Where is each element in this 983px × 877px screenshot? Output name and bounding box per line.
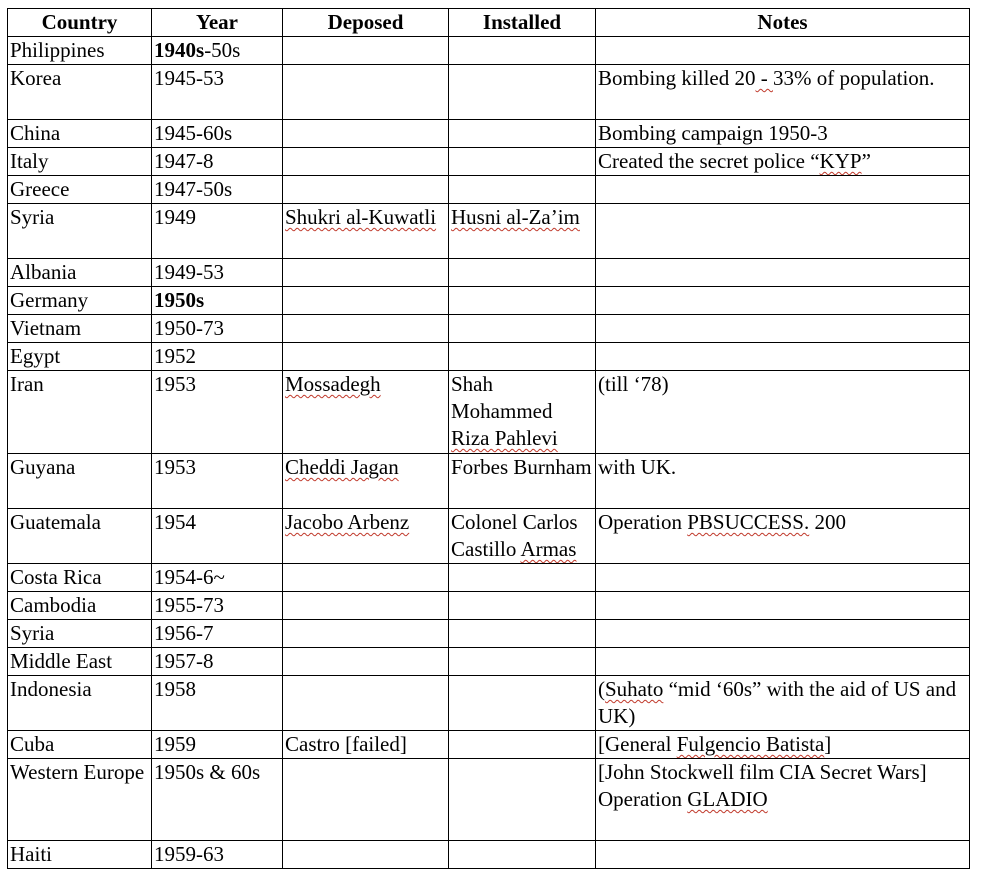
installed-cell xyxy=(449,509,596,564)
spellcheck-flagged-text: - xyxy=(755,66,773,90)
notes-cell xyxy=(596,287,970,315)
year-cell: 1953 xyxy=(152,454,283,509)
spellcheck-flagged-text: Armas xyxy=(520,537,577,561)
country-cell: Italy xyxy=(8,148,152,176)
cell-text: ] xyxy=(824,732,832,756)
table-row xyxy=(8,676,970,731)
country-cell: Haiti xyxy=(8,841,152,869)
country-cell: Vietnam xyxy=(8,315,152,343)
country-cell: Philippines xyxy=(8,37,152,65)
year-cell: 1953 xyxy=(152,371,283,454)
installed-cell xyxy=(449,592,596,620)
cell-text: 33% of population. xyxy=(773,66,935,90)
notes-cell xyxy=(596,37,970,65)
country-cell: Guatemala xyxy=(8,509,152,564)
table-row xyxy=(8,37,970,65)
installed-cell xyxy=(449,371,596,454)
installed-cell xyxy=(449,620,596,648)
table-row xyxy=(8,176,970,204)
year-cell xyxy=(152,37,283,65)
notes-cell xyxy=(596,315,970,343)
year-cell: 1959-63 xyxy=(152,841,283,869)
country-cell: Syria xyxy=(8,620,152,648)
country-cell: Syria xyxy=(8,204,152,259)
year-cell: 1945-53 xyxy=(152,65,283,120)
country-cell: Guyana xyxy=(8,454,152,509)
spellcheck-flagged-text: Husni al-Za’im xyxy=(451,205,580,229)
installed-cell xyxy=(449,759,596,841)
installed-cell xyxy=(449,176,596,204)
year-cell: 1956-7 xyxy=(152,620,283,648)
table-row xyxy=(8,759,970,841)
deposed-cell xyxy=(283,259,449,287)
deposed-cell xyxy=(283,37,449,65)
notes-cell xyxy=(596,841,970,869)
deposed-cell xyxy=(283,648,449,676)
table-row xyxy=(8,65,970,120)
installed-cell xyxy=(449,259,596,287)
notes-cell xyxy=(596,731,970,759)
notes-cell xyxy=(596,676,970,731)
cell-text: Forbes Burnham xyxy=(451,455,592,479)
deposed-cell xyxy=(283,759,449,841)
cell-text: “mid ‘60s” with the aid of US and UK) xyxy=(598,677,957,728)
year-cell: 1959 xyxy=(152,731,283,759)
cell-text: Operation xyxy=(598,510,688,534)
deposed-cell xyxy=(283,454,449,509)
deposed-cell xyxy=(283,509,449,564)
deposed-cell xyxy=(283,371,449,454)
cell-text: Castro [failed] xyxy=(285,732,407,756)
year-cell: 1949-53 xyxy=(152,259,283,287)
header-installed: Installed xyxy=(449,9,596,37)
table-row xyxy=(8,592,970,620)
country-cell: Egypt xyxy=(8,343,152,371)
notes-cell xyxy=(596,343,970,371)
table-row xyxy=(8,204,970,259)
deposed-cell xyxy=(283,65,449,120)
notes-cell xyxy=(596,620,970,648)
cell-text: 200 xyxy=(809,510,846,534)
table-row xyxy=(8,315,970,343)
deposed-cell xyxy=(283,204,449,259)
year-bold-part: 1940s xyxy=(154,38,205,62)
cell-text: Colonel Carlos Castillo xyxy=(451,510,578,561)
spellcheck-flagged-text: PBSUCCESS. xyxy=(687,510,810,534)
installed-cell xyxy=(449,731,596,759)
deposed-cell xyxy=(283,120,449,148)
cell-text: [General xyxy=(598,732,677,756)
table-row xyxy=(8,648,970,676)
year-cell: 1947-50s xyxy=(152,176,283,204)
year-cell: 1954 xyxy=(152,509,283,564)
year-cell: 1945-60s xyxy=(152,120,283,148)
installed-cell xyxy=(449,676,596,731)
table-row xyxy=(8,259,970,287)
spellcheck-flagged-text: Fulgencio Batista xyxy=(676,732,825,756)
notes-cell xyxy=(596,120,970,148)
notes-cell xyxy=(596,371,970,454)
cell-text: ” xyxy=(861,149,871,173)
country-cell: Germany xyxy=(8,287,152,315)
deposed-cell xyxy=(283,148,449,176)
year-cell: 1950s xyxy=(152,287,283,315)
notes-cell xyxy=(596,648,970,676)
cell-text: Shah Mohammed xyxy=(451,372,553,423)
notes-cell xyxy=(596,509,970,564)
country-cell: China xyxy=(8,120,152,148)
installed-cell xyxy=(449,564,596,592)
header-country: Country xyxy=(8,9,152,37)
deposed-cell xyxy=(283,592,449,620)
notes-cell xyxy=(596,148,970,176)
deposed-cell xyxy=(283,676,449,731)
year-cell: 1958 xyxy=(152,676,283,731)
table-row xyxy=(8,509,970,564)
header-notes: Notes xyxy=(596,9,970,37)
country-cell: Western Europe xyxy=(8,759,152,841)
country-cell: Costa Rica xyxy=(8,564,152,592)
notes-cell xyxy=(596,564,970,592)
notes-cell xyxy=(596,259,970,287)
country-cell: Middle East xyxy=(8,648,152,676)
country-cell: Albania xyxy=(8,259,152,287)
table-row xyxy=(8,620,970,648)
year-cell: 1955-73 xyxy=(152,592,283,620)
country-cell: Indonesia xyxy=(8,676,152,731)
cell-text: with UK. xyxy=(598,455,677,479)
spellcheck-flagged-text: Jacobo Arbenz xyxy=(285,510,410,534)
header-deposed: Deposed xyxy=(283,9,449,37)
installed-cell xyxy=(449,37,596,65)
installed-cell xyxy=(449,841,596,869)
spellcheck-flagged-text: Riza Pahlevi xyxy=(451,426,558,450)
country-cell: Cuba xyxy=(8,731,152,759)
year-cell: 1950s & 60s xyxy=(152,759,283,841)
cell-text: ( xyxy=(598,677,605,701)
notes-cell xyxy=(596,592,970,620)
installed-cell xyxy=(449,315,596,343)
covert-interventions-table xyxy=(7,8,970,869)
country-cell: Iran xyxy=(8,371,152,454)
deposed-cell xyxy=(283,287,449,315)
cell-text: Created the secret police “ xyxy=(598,149,820,173)
spellcheck-flagged-text: Suhato xyxy=(605,677,664,701)
deposed-cell xyxy=(283,343,449,371)
year-cell: 1952 xyxy=(152,343,283,371)
year-cell: 1949 xyxy=(152,204,283,259)
installed-cell xyxy=(449,343,596,371)
deposed-cell xyxy=(283,620,449,648)
installed-cell xyxy=(449,648,596,676)
table-row xyxy=(8,343,970,371)
year-cell: 1947-8 xyxy=(152,148,283,176)
deposed-cell xyxy=(283,564,449,592)
table-body xyxy=(8,37,970,869)
notes-cell xyxy=(596,65,970,120)
table-row xyxy=(8,287,970,315)
year-suffix: -50s xyxy=(204,38,241,62)
table-row xyxy=(8,564,970,592)
spellcheck-flagged-text: Mossadegh xyxy=(285,372,381,396)
deposed-cell xyxy=(283,176,449,204)
spellcheck-flagged-text: Shukri al-Kuwatli xyxy=(285,205,437,229)
installed-cell xyxy=(449,148,596,176)
table-row xyxy=(8,731,970,759)
year-cell: 1957-8 xyxy=(152,648,283,676)
cell-text: [John Stockwell film CIA Secret Wars] xyxy=(598,760,927,784)
notes-cell xyxy=(596,176,970,204)
spellcheck-flagged-text: GLADIO xyxy=(687,787,768,811)
deposed-cell xyxy=(283,841,449,869)
country-cell: Korea xyxy=(8,65,152,120)
notes-cell xyxy=(596,204,970,259)
table-row xyxy=(8,841,970,869)
installed-cell xyxy=(449,65,596,120)
deposed-cell xyxy=(283,731,449,759)
year-cell: 1950-73 xyxy=(152,315,283,343)
notes-cell xyxy=(596,454,970,509)
installed-cell xyxy=(449,287,596,315)
cell-text: Bombing killed 20 xyxy=(598,66,756,90)
table-row xyxy=(8,120,970,148)
cell-text: Bombing campaign 1950-3 xyxy=(598,121,828,145)
table-row xyxy=(8,454,970,509)
header-row xyxy=(8,9,970,37)
spellcheck-flagged-text: KYP xyxy=(819,149,862,173)
spellcheck-flagged-text: Cheddi Jagan xyxy=(285,455,399,479)
cell-text: (till ‘78) xyxy=(598,372,669,396)
deposed-cell xyxy=(283,315,449,343)
year-cell: 1954-6~ xyxy=(152,564,283,592)
table-row xyxy=(8,148,970,176)
cell-text: Operation xyxy=(598,787,688,811)
installed-cell xyxy=(449,204,596,259)
table-row xyxy=(8,371,970,454)
country-cell: Greece xyxy=(8,176,152,204)
country-cell: Cambodia xyxy=(8,592,152,620)
installed-cell xyxy=(449,120,596,148)
notes-cell xyxy=(596,759,970,841)
header-year: Year xyxy=(152,9,283,37)
installed-cell xyxy=(449,454,596,509)
